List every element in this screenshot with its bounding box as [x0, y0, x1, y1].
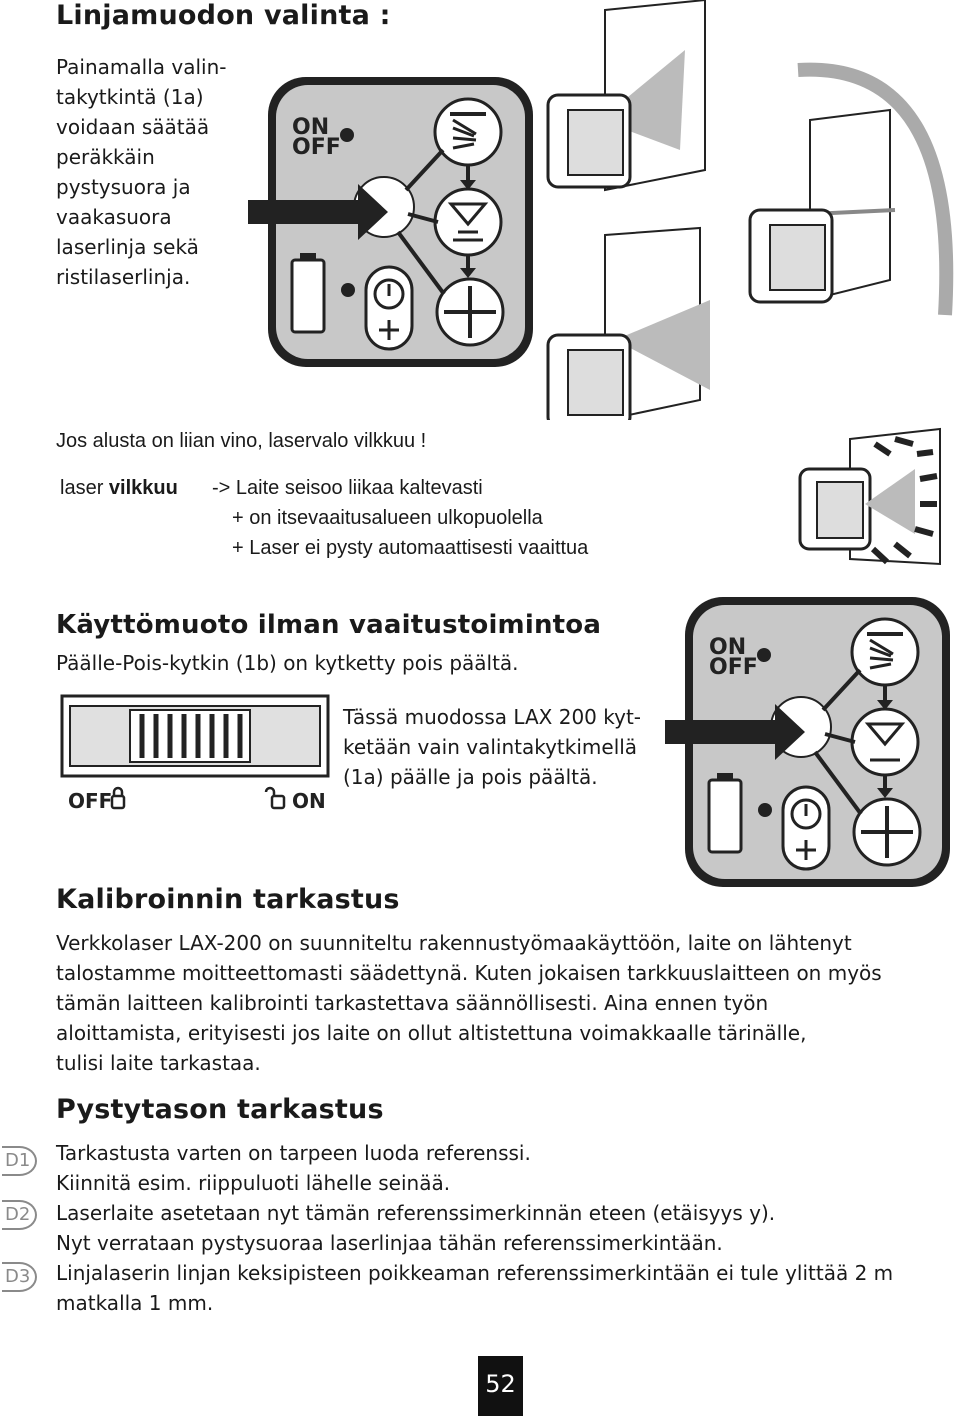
paragraph-line: tulisi laite tarkastaa.: [56, 1051, 261, 1075]
lock-closed-icon: [112, 788, 124, 808]
no-leveling-note: [343, 702, 641, 792]
switch-off-label: OFF: [68, 789, 113, 813]
control-panel-illustration: [665, 592, 955, 892]
lock-open-icon: [266, 788, 284, 808]
tilt-warning-intro: Jos alusta on liian vino, laservalo vilkkuu !: [56, 430, 427, 452]
paragraph-line: vaakasuora: [56, 205, 172, 229]
off-label: OFF: [709, 655, 758, 680]
section-title-line-selection: Linjamuodon valinta :: [56, 0, 391, 31]
page-number: 52: [478, 1356, 523, 1416]
paragraph-line: pystysuora ja: [56, 175, 191, 199]
paragraph-line: ristilaserlinja.: [56, 265, 191, 289]
section-title-vertical-check: Pystytason tarkastus: [56, 1094, 384, 1125]
paragraph-line: Laserlaite asetetaan nyt tämän referenssimerkinnän eteen (etäisyys y).: [56, 1201, 776, 1225]
paragraph-line: Tarkastusta varten on tarpeen luoda referenssi.: [56, 1141, 531, 1165]
calibration-paragraph: [56, 928, 882, 1078]
paragraph-line: aloittamista, erityisesti jos laite on ollut altistettuna voimakkaalle tärinälle,: [56, 1021, 807, 1045]
control-panel-illustration: [248, 72, 538, 372]
paragraph-line: laserlinja sekä: [56, 235, 199, 259]
section-title-calibration: Kalibroinnin tarkastus: [56, 884, 400, 915]
paragraph-line: tämän laitteen kalibrointi tarkastettava säännöllisesti. Aina ennen työn: [56, 991, 769, 1015]
tilt-line: + on itsevaaitusalueen ulkopuolella: [232, 507, 543, 529]
off-label: OFF: [292, 135, 341, 160]
paragraph-line: Kiinnitä esim. riippuluoti lähelle seinää.: [56, 1171, 451, 1195]
laser-modes-illustration: [540, 0, 960, 420]
paragraph-line: talostamme moitteettomasti säädettynä. Kuten jokaisen tarkkuuslaitteen on myös: [56, 961, 882, 985]
paragraph-line: Nyt verrataan pystysuoraa laserlinjaa tähän referenssimerkintään.: [56, 1231, 723, 1255]
tilt-line: -> Laite seisoo liikaa kaltevasti: [212, 477, 483, 499]
laser-word: laser: [60, 477, 104, 499]
power-switch-illustration: [60, 694, 330, 820]
line-selection-paragraph: [56, 52, 226, 292]
note-line: ketään vain valintakytkimellä: [343, 735, 638, 759]
paragraph-line: matkalla 1 mm.: [56, 1291, 214, 1315]
on-label: ON: [709, 635, 747, 660]
step-marker-d1: D1: [2, 1146, 37, 1176]
step-marker-d2: D2: [2, 1200, 37, 1230]
paragraph-line: Painamalla valin-: [56, 55, 227, 79]
blink-word: vilkkuu: [108, 477, 178, 499]
note-line: (1a) päälle ja pois päältä.: [343, 765, 598, 789]
tilt-line: + Laser ei pysty automaattisesti vaaittua: [232, 537, 589, 559]
paragraph-line: takytkintä (1a): [56, 85, 204, 109]
switch-on-label: ON: [292, 789, 326, 813]
vertical-check-text: [56, 1138, 893, 1318]
no-leveling-subtitle: Päälle-Pois-kytkin (1b) on kytketty pois päältä.: [56, 651, 519, 675]
note-line: Tässä muodossa LAX 200 kyt-: [343, 705, 642, 729]
tilt-warning-lines: [212, 473, 588, 563]
paragraph-line: voidaan säätää: [56, 115, 210, 139]
blinking-laser-illustration: [795, 424, 945, 574]
section-title-no-leveling: Käyttömuoto ilman vaaitustoimintoa: [56, 610, 602, 640]
paragraph-line: Verkkolaser LAX-200 on suunniteltu rakennustyömaakäyttöön, laite on lähtenyt: [56, 931, 852, 955]
on-label: ON: [292, 115, 330, 140]
paragraph-line: Linjalaserin linjan keksipisteen poikkeaman referenssimerkintään ei tule ylittää 2 m: [56, 1261, 894, 1285]
laser-label: [60, 473, 178, 503]
paragraph-line: peräkkäin: [56, 145, 155, 169]
step-marker-d3: D3: [2, 1262, 37, 1292]
